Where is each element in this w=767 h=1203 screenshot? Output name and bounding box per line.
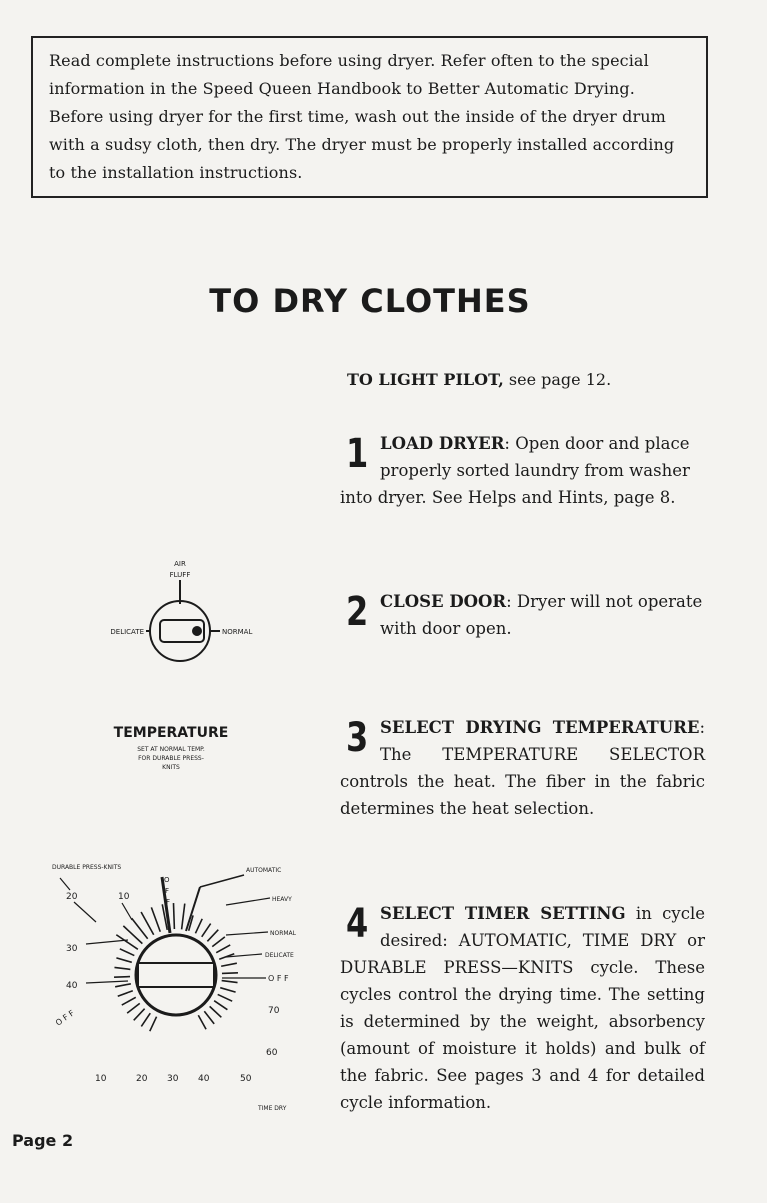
dial-tick: [141, 912, 154, 935]
label-air: AIR: [174, 560, 186, 568]
tick-40: 40: [66, 981, 78, 991]
dial-tick: [218, 994, 233, 1001]
timer-knob-handle: [138, 963, 214, 987]
dial-tick: [116, 958, 131, 962]
temperature-note-2: FOR DURABLE PRESS-: [138, 755, 204, 762]
label-time-dry: TIME DRY: [258, 1105, 287, 1112]
step-heading: SELECT DRYING TEMPERATURE: [380, 718, 700, 737]
automatic-leader: [186, 887, 200, 931]
dial-tick: [221, 963, 237, 966]
dial-tick: [204, 1011, 214, 1024]
dial-tick: [132, 918, 148, 938]
timer-dial: [52, 864, 297, 1112]
step-text: in cycle desired: AUTOMATIC, TIME DRY or DURABLE PRESS—KNITS cycle. These cycles control the drying time. The setting is determined by the weight, absorbency (amount of moisture it holds) and bulk of the fabric. See pages 3 and 4 for detailed cycle information.: [340, 904, 705, 1112]
40-leader: [86, 981, 128, 983]
dial-tick: [115, 984, 131, 987]
temperature-knob-handle: [160, 620, 204, 642]
label-delicate: DELICATE: [265, 952, 294, 959]
notice-box: [31, 36, 708, 198]
dial-tick: [214, 1001, 227, 1010]
dial-tick: [141, 1013, 150, 1026]
label-automatic: AUTOMATIC: [246, 867, 282, 874]
dial-tick: [116, 935, 138, 950]
timer-pointer: [162, 877, 170, 933]
dial-tick: [220, 988, 235, 992]
dial-tick: [118, 991, 133, 996]
dial-tick: [222, 973, 238, 974]
step-3: [340, 714, 705, 822]
temperature-note-3: KNITS: [162, 764, 180, 771]
tick-30: 30: [66, 944, 78, 954]
dial-tick: [195, 919, 202, 934]
label-durable-press: DURABLE PRESS-KNITS: [52, 864, 122, 871]
dial-tick: [151, 907, 160, 931]
label-off-left: O F F: [53, 1008, 77, 1028]
dial-tick: [122, 997, 136, 1005]
dial-tick: [222, 981, 238, 983]
dial-tick: [173, 903, 174, 929]
dial-tick: [219, 954, 234, 959]
heavy-leader: [226, 898, 270, 905]
dial-tick: [127, 1003, 140, 1013]
tick-b30: 30: [167, 1074, 179, 1084]
30-leader: [86, 940, 128, 944]
dial-tick: [120, 949, 135, 956]
delicate-leader: [226, 954, 262, 957]
dial-tick: [212, 937, 225, 947]
step-number: 2: [346, 589, 369, 635]
dial-tick: [162, 904, 167, 930]
dial-tick: [114, 977, 130, 978]
temperature-title: TEMPERATURE: [113, 725, 229, 741]
label-normal: NORMAL: [222, 628, 253, 636]
step-text: : The TEMPERATURE SELECTOR controls the heat. The fiber in the fabric determines the heat selection.: [340, 718, 705, 818]
10-leader: [122, 903, 132, 920]
tick-20: 20: [66, 892, 78, 902]
dial-tick: [189, 915, 193, 930]
step-2: [340, 588, 705, 642]
timer-knob-ring: [136, 935, 216, 1015]
normal-leader: [226, 932, 268, 935]
pilot-text: see page 12.: [503, 370, 612, 389]
step-number: 1: [346, 431, 369, 477]
page-title: TO DRY CLOTHES: [209, 282, 531, 320]
tick-60: 60: [266, 1048, 278, 1058]
temperature-dial: [110, 560, 252, 771]
durable-leader: [60, 878, 70, 890]
dial-tick: [202, 924, 211, 937]
tick-b20: 20: [136, 1074, 148, 1084]
off-top-f2: F: [166, 898, 171, 906]
step-heading: LOAD DRYER: [380, 434, 505, 453]
dial-tick: [123, 926, 142, 944]
step-4: [340, 900, 705, 1116]
off-top-f1: F: [165, 887, 170, 895]
dial-tick: [134, 1009, 145, 1021]
temperature-knob-ring: [150, 601, 210, 661]
tick-10: 10: [118, 892, 130, 902]
step-text: : Open door and place properly sorted laundry from washer into dryer. See Helps and Hints, page 8.: [340, 434, 690, 507]
tick-b50: 50: [240, 1074, 252, 1084]
dial-tick: [216, 945, 230, 953]
tick-b10: 10: [95, 1074, 107, 1084]
tick-b40: 40: [198, 1074, 210, 1084]
pilot-instruction: [347, 370, 611, 389]
20-leader: [74, 902, 96, 922]
dial-tick: [150, 1017, 157, 1032]
automatic-leader: [200, 875, 244, 887]
label-normal: NORMAL: [270, 930, 297, 937]
label-fluff: FLUFF: [169, 571, 191, 579]
dial-tick: [207, 930, 218, 942]
dial-tick: [198, 1015, 206, 1029]
label-heavy: HEAVY: [272, 896, 292, 903]
temperature-note-1: SET AT NORMAL TEMP.: [137, 746, 205, 753]
step-1: [340, 430, 705, 511]
step-text: : Dryer will not operate with door open.: [380, 592, 703, 638]
notice-text: Read complete instructions before using dryer. Refer often to the special information in the Speed Queen Handbook to Better Automatic Drying. Before using dryer for the first time, wash out the inside of the dryer drum with a sudsy cloth, then dry. The dryer must be properly installed according to the installation instructions.: [49, 51, 675, 182]
off-top-o: O: [164, 876, 170, 884]
dial-tick: [210, 1006, 222, 1017]
step-number: 4: [346, 901, 369, 947]
pilot-label: TO LIGHT PILOT,: [347, 370, 504, 389]
step-heading: SELECT TIMER SETTING: [380, 904, 626, 923]
label-off-right: O F F: [268, 974, 289, 983]
timer-dial-drawing: [60, 875, 270, 1031]
label-delicate: DELICATE: [110, 628, 144, 636]
dial-tick: [182, 904, 185, 930]
step-number: 3: [346, 715, 369, 761]
tick-70: 70: [268, 1006, 280, 1016]
temperature-indicator-dot: [192, 626, 202, 636]
page-number: Page 2: [12, 1131, 74, 1150]
dial-tick: [114, 967, 130, 969]
step-heading: CLOSE DOOR: [380, 592, 507, 611]
